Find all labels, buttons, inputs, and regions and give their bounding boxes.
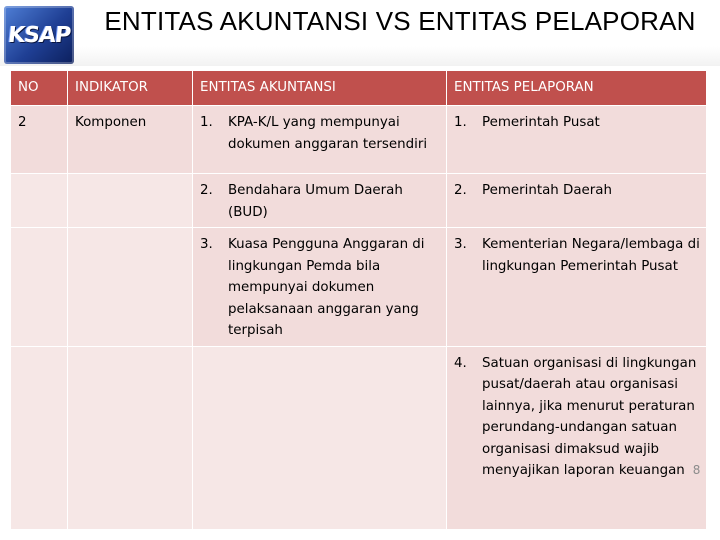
cell-blank (68, 228, 193, 347)
cell-pelaporan-2 (447, 174, 707, 228)
page-number: 8 (692, 463, 701, 477)
cell-blank (11, 346, 68, 529)
cell-pelaporan-3 (447, 228, 707, 347)
list-item: 2. Bendahara Umum Daerah (BUD) (200, 183, 403, 220)
header-no: NO (11, 71, 68, 106)
header-entitas-pelaporan: ENTITAS PELAPORAN (447, 71, 707, 106)
cell-blank (11, 174, 68, 228)
table-row (11, 228, 707, 347)
list-item: 4. Satuan organisasi di lingkungan pusat/daerah atau organisasi lainnya, jika menurut peraturan perundang-undangan satuan organisasi dimaksud wajib menyajikan laporan keuangan 8 (454, 355, 701, 478)
cell-pelaporan-1 (447, 106, 707, 174)
list-item: 2. Pemerintah Daerah (454, 183, 612, 198)
cell-blank (68, 346, 193, 529)
table-row (11, 346, 707, 529)
list-item: 1. KPA-K/L yang mempunyai dokumen anggaran tersendiri (200, 115, 428, 152)
slide-header (0, 0, 720, 66)
list-item-text: Satuan organisasi di lingkungan pusat/daerah atau organisasi lainnya, jika menurut peraturan perundang-undangan satuan organisasi dimaksud wajib menyajikan laporan keuangan (482, 355, 697, 478)
cell-blank (193, 346, 447, 529)
list-item: 3. Kementerian Negara/lembaga di lingkungan Pemerintah Pusat (454, 237, 700, 274)
logo-text: KSAP (6, 22, 72, 48)
header-row (11, 71, 707, 106)
slide-title: ENTITAS AKUNTANSI VS ENTITAS PELAPORAN (104, 6, 696, 36)
list-item: 3. Kuasa Pengguna Anggaran di lingkungan Pemda bila mempunyai dokumen pelaksanaan anggaran yang terpisah (200, 237, 425, 338)
cell-akuntansi-2 (193, 174, 447, 228)
cell-akuntansi-3 (193, 228, 447, 347)
cell-akuntansi-1 (193, 106, 447, 174)
cell-blank (11, 228, 68, 347)
cell-indikator: Komponen (68, 106, 193, 174)
cell-blank (68, 174, 193, 228)
header-entitas-akuntansi: ENTITAS AKUNTANSI (193, 71, 447, 106)
table-row (11, 174, 707, 228)
list-item: 1. Pemerintah Pusat (454, 115, 600, 130)
cell-pelaporan-4 (447, 346, 707, 529)
comparison-table (10, 70, 707, 530)
table-row (11, 106, 707, 174)
cell-no: 2 (11, 106, 68, 174)
ksap-logo (4, 6, 74, 64)
header-indikator: INDIKATOR (68, 71, 193, 106)
